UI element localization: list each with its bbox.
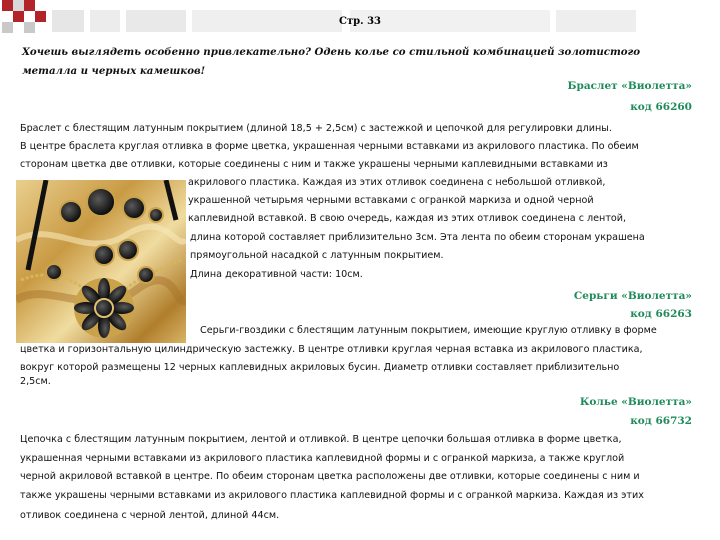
bracelet-line: каплевидной вставкой. В свою очередь, каждая из этих отливок соединена с лентой, xyxy=(188,213,627,224)
bracelet-title: Браслет «Виолетта» xyxy=(567,80,692,92)
bracelet-line: Длина декоративной части: 10см. xyxy=(190,269,363,280)
jewelry-photo xyxy=(16,180,186,343)
earrings-line: вокруг которой размещены 12 черных каплевидных акриловых бусин. Диаметр отливки составляет приблизительно xyxy=(20,362,620,373)
earrings-title: Серьги «Виолетта» xyxy=(573,290,692,302)
bracelet-line: В центре браслета круглая отливка в форме цветка, украшенная черными вставками из акрилового пластика. По обеим xyxy=(20,141,639,152)
earrings-line: Серьги-гвоздики с блестящим латунным покрытием, имеющие круглую отливку в форме xyxy=(200,325,657,336)
necklace-code: код 66732 xyxy=(630,415,692,427)
bracelet-line: акрилового пластика. Каждая из этих отливок соединена с небольшой отливкой, xyxy=(188,177,606,188)
necklace-line: отливок соединена с черной лентой, длиной 44см. xyxy=(20,510,280,521)
earrings-code: код 66263 xyxy=(630,308,692,320)
decor-square xyxy=(2,0,13,11)
decor-square xyxy=(24,0,35,11)
intro-text: Хочешь выглядеть особенно привлекательно? Одень колье со стильной комбинацией золотистого металла и черных камешков! xyxy=(22,46,641,77)
earrings-line: 2,5см. xyxy=(20,376,51,387)
bracelet-code: код 66260 xyxy=(630,101,692,113)
bracelet-line: длина которой составляет приблизительно 3см. Эта лента по обеим сторонам украшена xyxy=(190,232,645,243)
page-number: Стр. 33 xyxy=(338,16,382,27)
necklace-line: Цепочка с блестящим латунным покрытием, лентой и отливкой. В центре цепочки большая отливка в форме цветка, xyxy=(20,434,622,445)
bracelet-line: Браслет с блестящим латунным покрытием (длиной 18,5 + 2,5см) с застежкой и цепочкой для регулировки длины. xyxy=(20,123,612,134)
earrings-line: цветка и горизонтальную цилиндрическую застежку. В центре отливки круглая черная вставка из акрилового пластика, xyxy=(20,344,643,355)
bracelet-line: украшенной четырьмя черными вставками с огранкой маркиза и одной черной xyxy=(188,195,594,206)
necklace-line: украшенная черными вставками из акрилового пластика каплевидной формы и с огранкой маркиза, а также круглой xyxy=(20,453,625,464)
necklace-title: Колье «Виолетта» xyxy=(579,396,692,408)
decor-square xyxy=(13,0,24,11)
necklace-line: также украшены черными вставками из акрилового пластика каплевидной формы и с огранкой маркиза. Каждая из этих xyxy=(20,490,644,501)
bracelet-line: сторонам цветка две отливки, которые соединены с ним и также украшены черными каплевидными вставками из xyxy=(20,159,608,170)
necklace-line: черной акриловой вставкой в центре. По обеим сторонам цветка расположены две отливки, которые соединены с ним и xyxy=(20,471,640,482)
bracelet-line: прямоугольной насадкой с латунным покрытием. xyxy=(190,250,444,261)
